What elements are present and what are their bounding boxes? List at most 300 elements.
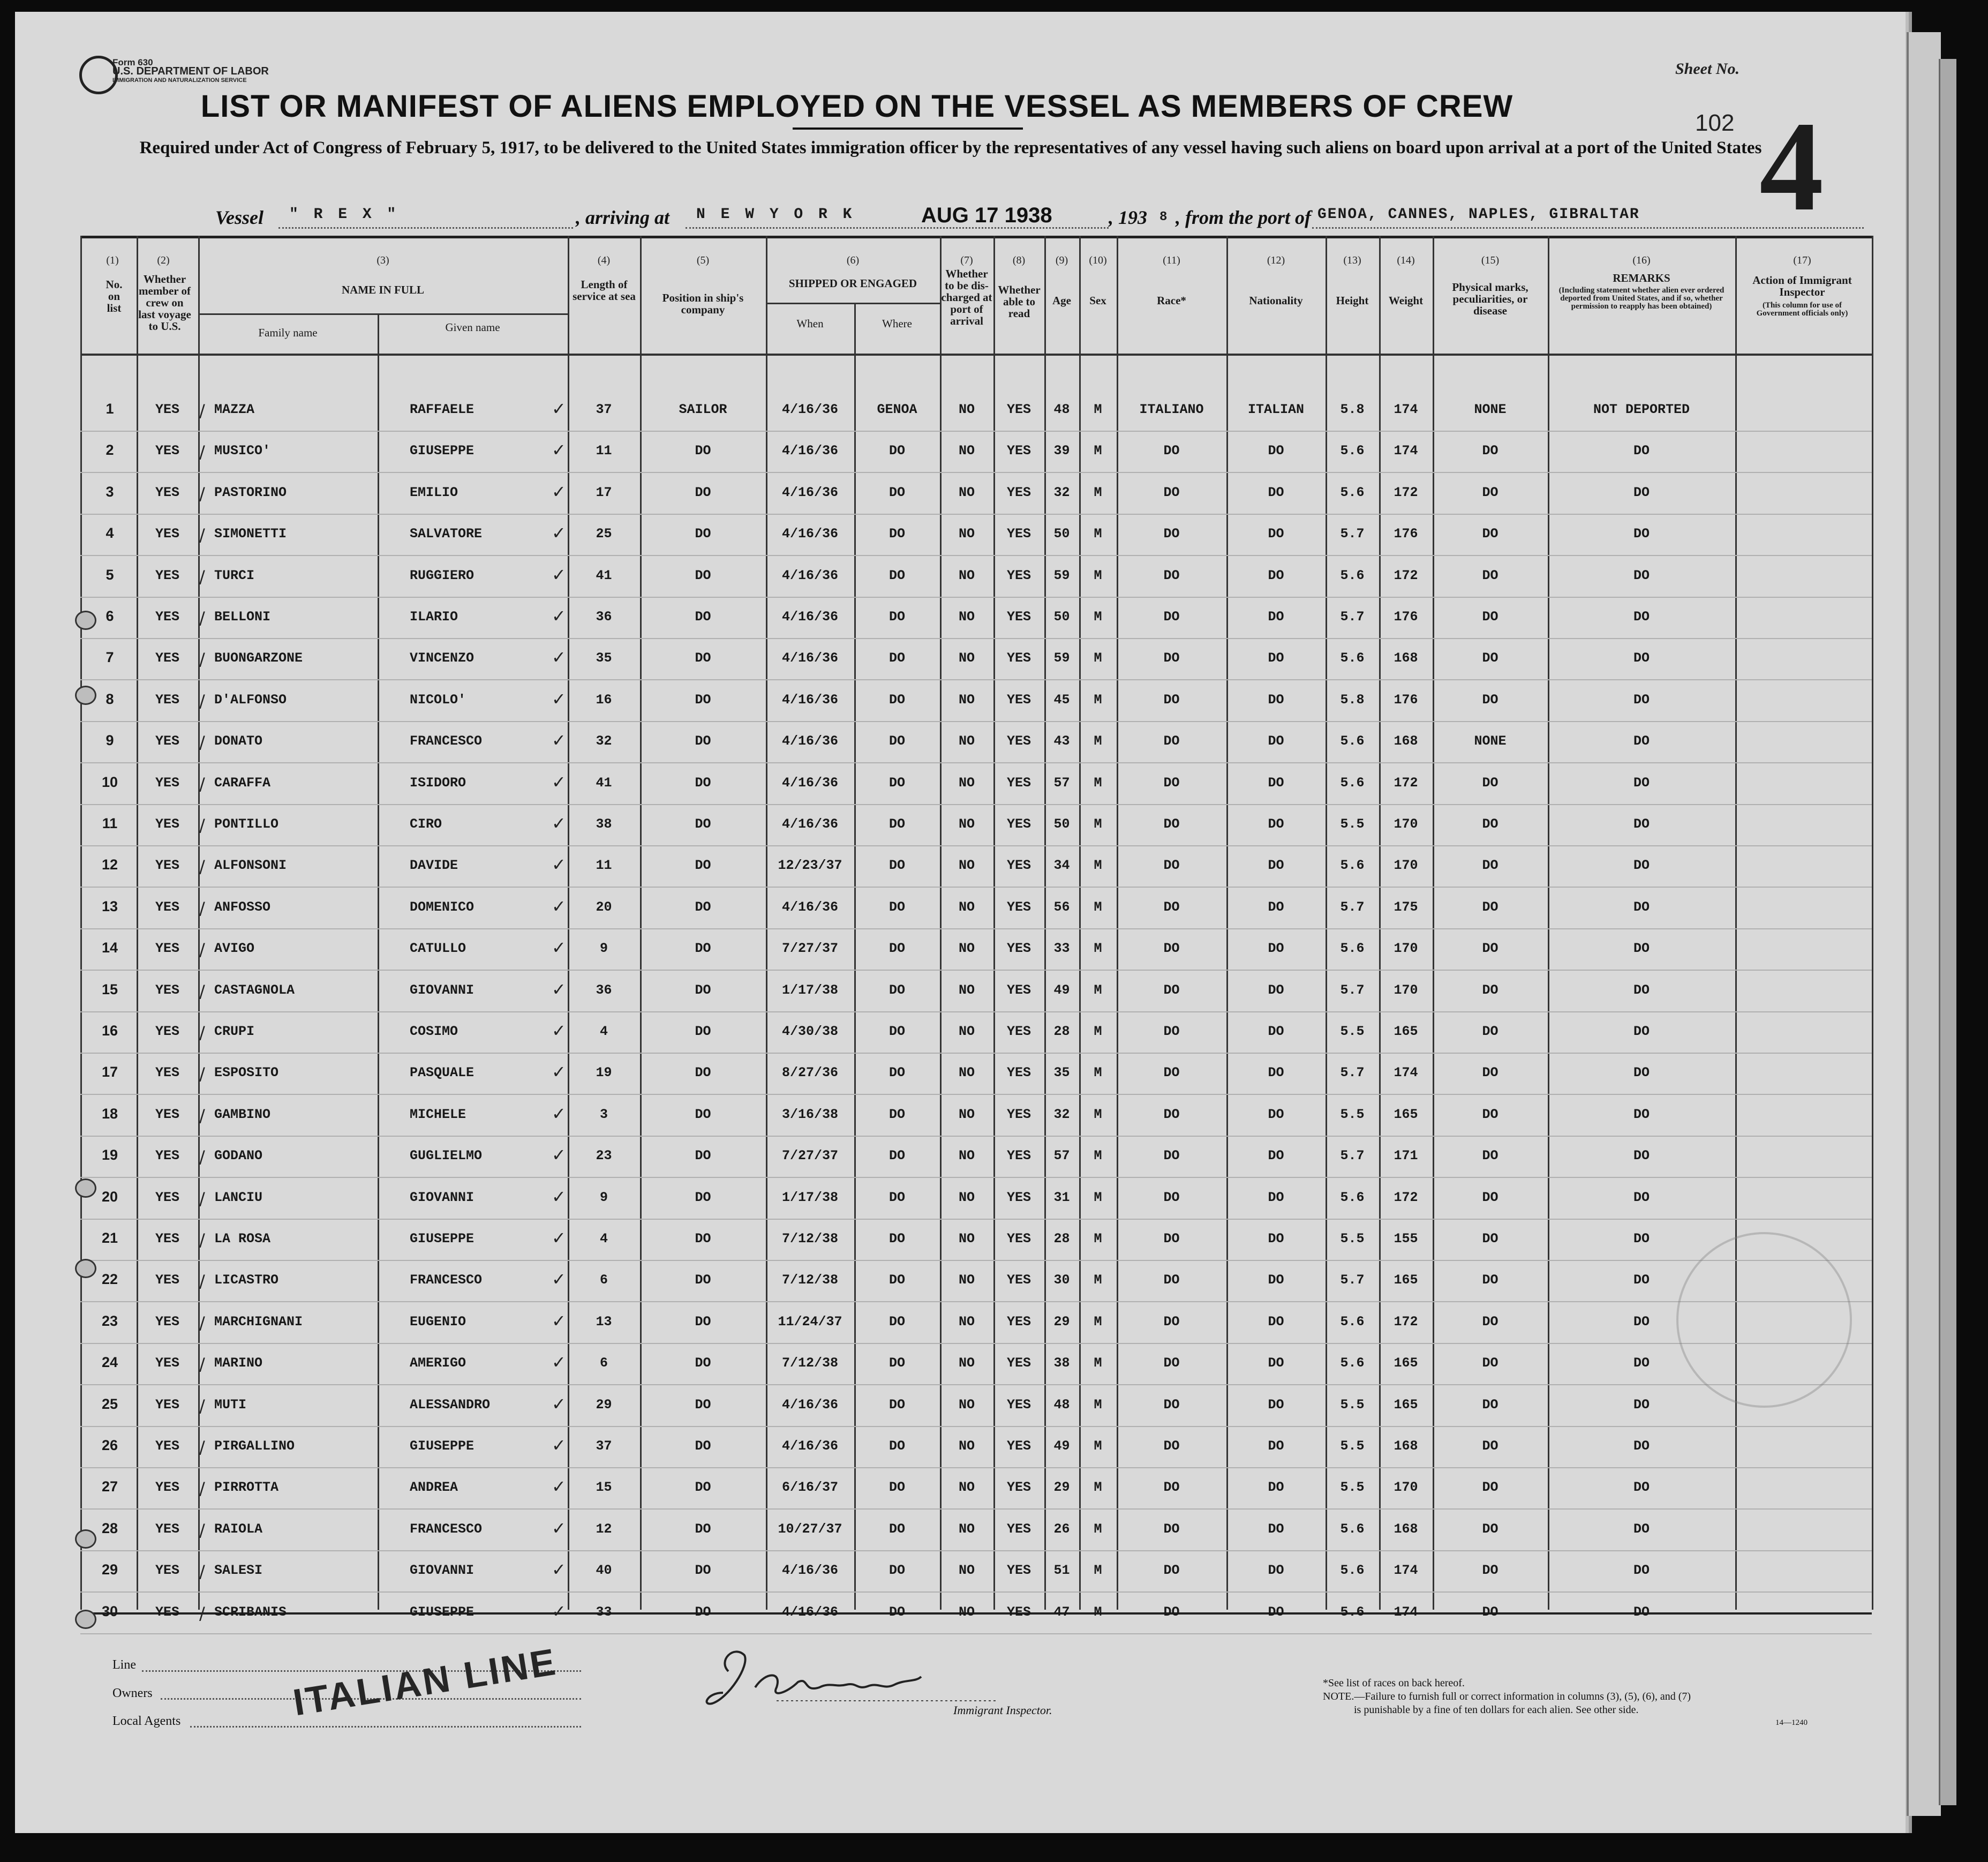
row-number: 6 (106, 608, 114, 624)
cell-read: YES (1006, 650, 1031, 666)
cell-when: 4/16/36 (781, 733, 839, 749)
arriving-label: , arriving at (576, 207, 670, 228)
cell-read: YES (1006, 982, 1031, 998)
cell-family: PIRGALLINO (214, 1438, 295, 1454)
cell-service: 20 (596, 899, 612, 915)
date-stamp: AUG 17 1938 (921, 204, 1052, 227)
cell-age: 34 (1053, 858, 1070, 874)
row-number: 15 (101, 981, 118, 997)
col-1-number: (1) (106, 254, 119, 266)
cell-given: CIRO (410, 816, 442, 832)
cell-height: 5.5 (1340, 1024, 1365, 1039)
from-port-value: GENOA, CANNES, NAPLES, GIBRALTAR (1317, 206, 1640, 223)
cell-given: COSIMO (410, 1024, 458, 1039)
cell-where: DO (888, 775, 905, 791)
cell-prev: YES (155, 1231, 179, 1247)
tally-mark-icon: / (199, 1105, 205, 1126)
cell-marks: DO (1482, 1480, 1498, 1496)
cell-marks: DO (1482, 1438, 1498, 1454)
row-rule (80, 762, 1872, 763)
cell-remarks: DO (1633, 1024, 1650, 1039)
cell-sex: M (1094, 567, 1102, 583)
cell-remarks: DO (1633, 1521, 1650, 1537)
cell-age: 49 (1053, 1438, 1070, 1454)
cell-prev: YES (155, 1313, 179, 1330)
cell-nationality: DO (1268, 1231, 1284, 1247)
vessel-label: Vessel (215, 207, 263, 228)
cell-read: YES (1006, 899, 1031, 915)
tally-mark-icon: / (199, 898, 205, 919)
cell-nationality: DO (1268, 1189, 1284, 1205)
cell-race: DO (1163, 1355, 1180, 1371)
col-8-number: (8) (1012, 254, 1026, 266)
cell-nationality: DO (1268, 733, 1284, 749)
row-rule (80, 1343, 1872, 1344)
cell-position: DO (695, 692, 711, 708)
cell-discharged: NO (958, 858, 975, 874)
row-number: 8 (106, 690, 114, 707)
check-mark-icon: ✓ (552, 440, 566, 461)
cell-age: 51 (1053, 1563, 1070, 1579)
cell-when: 1/17/38 (781, 1189, 839, 1205)
row-rule (80, 1633, 1872, 1634)
check-mark-icon: ✓ (552, 1518, 566, 1538)
row-rule (80, 1467, 1872, 1468)
cell-marks: NONE (1474, 402, 1507, 417)
binder-hole (75, 1529, 96, 1549)
cell-marks: DO (1482, 1313, 1498, 1330)
cell-family: MAZZA (214, 402, 255, 417)
cell-age: 29 (1053, 1480, 1070, 1496)
cell-marks: DO (1482, 526, 1498, 542)
cell-age: 29 (1053, 1313, 1070, 1330)
cell-when: 4/16/36 (781, 567, 839, 583)
cell-weight: 170 (1394, 858, 1418, 874)
tally-mark-icon: / (199, 1023, 205, 1043)
cell-family: GODANO (214, 1148, 263, 1164)
cell-nationality: DO (1268, 1604, 1284, 1620)
cell-remarks: DO (1633, 1065, 1650, 1081)
cell-prev: YES (155, 775, 179, 791)
cell-weight: 168 (1394, 733, 1418, 749)
cell-family: PASTORINO (214, 484, 287, 500)
cell-age: 39 (1053, 443, 1070, 459)
cell-remarks: DO (1633, 1480, 1650, 1496)
cell-weight: 155 (1394, 1231, 1418, 1247)
cell-sex: M (1094, 775, 1102, 791)
row-number: 28 (101, 1520, 118, 1536)
cell-race: DO (1163, 1521, 1180, 1537)
col-2-heading: Whether member of crew on last voyage to U.S. (138, 273, 191, 333)
row-rule (80, 679, 1872, 680)
row-number: 14 (101, 940, 118, 956)
cell-height: 5.5 (1340, 1396, 1365, 1413)
cell-marks: DO (1482, 899, 1498, 915)
cell-service: 32 (596, 733, 612, 749)
cell-remarks: DO (1633, 858, 1650, 874)
cell-height: 5.5 (1340, 816, 1365, 832)
cell-given: FRANCESCO (410, 1272, 483, 1288)
cell-read: YES (1006, 484, 1031, 500)
title-underline (793, 127, 1023, 130)
col-3-given-heading: Given name (445, 321, 500, 334)
tally-mark-icon: / (199, 442, 205, 463)
cell-marks: DO (1482, 982, 1498, 998)
cell-prev: YES (155, 650, 179, 666)
cell-race: DO (1163, 526, 1180, 542)
check-mark-icon: ✓ (552, 1145, 566, 1166)
cell-service: 17 (596, 484, 612, 500)
cell-sex: M (1094, 484, 1102, 500)
cell-nationality: DO (1268, 1563, 1284, 1579)
cell-family: SIMONETTI (214, 526, 287, 542)
cell-family: MUSICO' (214, 443, 271, 459)
cell-when: 11/24/37 (778, 1313, 842, 1330)
cell-age: 50 (1053, 526, 1070, 542)
cell-remarks: DO (1633, 567, 1650, 583)
cell-where: DO (888, 443, 905, 459)
col-17-note: (This column for use of Government officials only) (1756, 301, 1848, 318)
tally-mark-icon: / (199, 940, 205, 960)
cell-service: 9 (599, 1189, 608, 1205)
cell-sex: M (1094, 526, 1102, 542)
cell-sex: M (1094, 733, 1102, 749)
cell-race: DO (1163, 982, 1180, 998)
row-rule (80, 1260, 1872, 1261)
cell-discharged: NO (958, 1563, 975, 1579)
cell-read: YES (1006, 402, 1031, 417)
tally-mark-icon: / (199, 1478, 205, 1499)
cell-position: DO (695, 858, 711, 874)
cell-given: ISIDORO (410, 775, 466, 791)
cell-height: 5.6 (1340, 941, 1365, 957)
cell-nationality: DO (1268, 982, 1284, 998)
cell-sex: M (1094, 402, 1102, 417)
cell-where: DO (888, 1065, 905, 1081)
tally-mark-icon: / (199, 1354, 205, 1375)
cell-age: 26 (1053, 1521, 1070, 1537)
col-6-when-heading: When (796, 317, 824, 330)
col-4-number: (4) (597, 254, 611, 266)
cell-remarks: DO (1633, 443, 1650, 459)
cell-when: 1/17/38 (781, 982, 839, 998)
cell-height: 5.8 (1340, 692, 1365, 708)
cell-given: GUGLIELMO (410, 1148, 483, 1164)
cell-race: DO (1163, 1231, 1180, 1247)
cell-weight: 168 (1394, 1521, 1418, 1537)
cell-sex: M (1094, 899, 1102, 915)
cell-marks: DO (1482, 1272, 1498, 1288)
cell-family: LICASTRO (214, 1272, 279, 1288)
cell-family: BELLONI (214, 609, 271, 625)
column-rule (1735, 236, 1737, 1610)
cell-position: DO (695, 1355, 711, 1371)
cell-family: AVIGO (214, 941, 255, 957)
cell-when: 4/16/36 (781, 526, 839, 542)
col-15-number: (15) (1481, 254, 1500, 266)
cell-weight: 170 (1394, 1480, 1418, 1496)
cell-where: DO (888, 1396, 905, 1413)
cell-marks: DO (1482, 443, 1498, 459)
cell-given: DAVIDE (410, 858, 458, 874)
cell-when: 4/16/36 (781, 775, 839, 791)
cell-position: DO (695, 775, 711, 791)
underlying-page-edge-2 (1939, 59, 1956, 1805)
check-mark-icon: ✓ (552, 771, 566, 792)
cell-service: 3 (599, 1106, 608, 1122)
cell-age: 56 (1053, 899, 1070, 915)
col-3-heading: NAME IN FULL (341, 283, 424, 296)
cell-where: DO (888, 1231, 905, 1247)
cell-marks: DO (1482, 1231, 1498, 1247)
cell-marks: DO (1482, 1563, 1498, 1579)
cell-family: SCRIBANIS (214, 1604, 287, 1620)
cell-family: DONATO (214, 733, 263, 749)
cell-read: YES (1006, 1272, 1031, 1288)
cell-position: DO (695, 1480, 711, 1496)
cell-weight: 168 (1394, 650, 1418, 666)
col-13-heading: Height (1336, 294, 1369, 307)
cell-remarks: DO (1633, 1438, 1650, 1454)
tally-mark-icon: / (199, 857, 205, 877)
col-4-heading: Length of service at sea (573, 278, 636, 303)
faint-stamp-mark (1676, 1232, 1852, 1408)
cell-family: MUTI (214, 1396, 247, 1413)
binder-hole (75, 611, 96, 630)
cell-read: YES (1006, 1563, 1031, 1579)
cell-position: DO (695, 1604, 711, 1620)
cell-given: EUGENIO (410, 1313, 466, 1330)
cell-height: 5.6 (1340, 1604, 1365, 1620)
cell-service: 15 (596, 1480, 612, 1496)
cell-sex: M (1094, 1313, 1102, 1330)
row-number: 22 (101, 1271, 118, 1288)
cell-age: 59 (1053, 567, 1070, 583)
tally-mark-icon: / (199, 1520, 205, 1541)
cell-read: YES (1006, 443, 1031, 459)
row-number: 4 (106, 525, 114, 542)
cell-family: LANCIU (214, 1189, 263, 1205)
cell-age: 47 (1053, 1604, 1070, 1620)
cell-position: DO (695, 609, 711, 625)
col-9-number: (9) (1055, 254, 1068, 266)
cell-remarks: DO (1633, 650, 1650, 666)
footnote-races: *See list of races on back hereof. (1323, 1677, 1465, 1689)
cell-discharged: NO (958, 443, 975, 459)
cell-prev: YES (155, 567, 179, 583)
cell-prev: YES (155, 1355, 179, 1371)
cell-nationality: DO (1268, 858, 1284, 874)
cell-remarks: DO (1633, 1231, 1650, 1247)
row-number: 9 (106, 732, 114, 749)
col-12-heading: Nationality (1249, 294, 1303, 307)
cell-position: DO (695, 526, 711, 542)
cell-position: DO (695, 1521, 711, 1537)
row-number: 18 (101, 1105, 118, 1122)
cell-nationality: DO (1268, 816, 1284, 832)
check-mark-icon: ✓ (552, 399, 566, 419)
cell-weight: 165 (1394, 1024, 1418, 1039)
cell-height: 5.6 (1340, 650, 1365, 666)
cell-sex: M (1094, 609, 1102, 625)
page-title: LIST OR MANIFEST OF ALIENS EMPLOYED ON THE VESSEL AS MEMBERS OF CREW (200, 89, 1513, 124)
check-mark-icon: ✓ (552, 564, 566, 585)
row-number: 1 (106, 401, 114, 417)
cell-discharged: NO (958, 899, 975, 915)
line-label: Line (112, 1658, 136, 1672)
cell-read: YES (1006, 1480, 1031, 1496)
cell-remarks: DO (1633, 1355, 1650, 1371)
cell-position: DO (695, 1438, 711, 1454)
cell-service: 6 (599, 1272, 608, 1288)
company-stamp: ITALIAN LINE (290, 1640, 560, 1724)
col-6-where-heading: Where (882, 317, 912, 330)
cell-sex: M (1094, 1480, 1102, 1496)
cell-when: 4/16/36 (781, 609, 839, 625)
cell-marks: DO (1482, 858, 1498, 874)
cell-family: GAMBINO (214, 1106, 271, 1122)
department-name: U.S. DEPARTMENT OF LABOR (112, 65, 269, 77)
check-mark-icon: ✓ (552, 1435, 566, 1455)
cell-service: 16 (596, 692, 612, 708)
cell-discharged: NO (958, 1189, 975, 1205)
column-rule (378, 313, 379, 1610)
cell-height: 5.5 (1340, 1480, 1365, 1496)
cell-nationality: DO (1268, 1355, 1284, 1371)
cell-where: DO (888, 1024, 905, 1039)
cell-given: GIUSEPPE (410, 443, 475, 459)
cell-weight: 170 (1394, 941, 1418, 957)
cell-given: ILARIO (410, 609, 458, 625)
check-mark-icon: ✓ (552, 1269, 566, 1290)
col-9-heading: Age (1052, 294, 1071, 307)
row-rule (80, 721, 1872, 722)
cell-prev: YES (155, 1438, 179, 1454)
from-port-label: , from the port of (1176, 207, 1312, 228)
arriving-value: N E W Y O R K (696, 206, 855, 223)
cell-read: YES (1006, 1024, 1031, 1039)
row-rule (80, 1550, 1872, 1551)
col-5-heading: Position in ship's company (662, 291, 744, 316)
cell-discharged: NO (958, 1231, 975, 1247)
cell-given: ANDREA (410, 1480, 458, 1496)
check-mark-icon: ✓ (552, 937, 566, 958)
cell-discharged: NO (958, 1480, 975, 1496)
cell-marks: DO (1482, 1189, 1498, 1205)
service-name: IMMIGRATION AND NATURALIZATION SERVICE (112, 77, 247, 84)
cell-position: DO (695, 733, 711, 749)
cell-read: YES (1006, 1355, 1031, 1371)
row-rule (80, 1219, 1872, 1220)
cell-weight: 176 (1394, 692, 1418, 708)
cell-when: 10/27/37 (778, 1521, 842, 1537)
cell-weight: 165 (1394, 1355, 1418, 1371)
cell-nationality: DO (1268, 692, 1284, 708)
cell-remarks: DO (1633, 484, 1650, 500)
cell-sex: M (1094, 1106, 1102, 1122)
cell-given: PASQUALE (410, 1065, 475, 1081)
cell-prev: YES (155, 941, 179, 957)
cell-read: YES (1006, 1521, 1031, 1537)
row-number: 19 (101, 1147, 118, 1163)
row-rule (80, 431, 1872, 432)
row-number: 7 (106, 649, 114, 666)
cell-race: DO (1163, 1189, 1180, 1205)
cell-when: 6/16/37 (781, 1480, 839, 1496)
tally-mark-icon: / (199, 1064, 205, 1085)
cell-age: 48 (1053, 1396, 1070, 1413)
sheet-number: 4 (1759, 95, 1824, 237)
cell-weight: 170 (1394, 982, 1418, 998)
col-6-number: (6) (846, 254, 860, 266)
cell-discharged: NO (958, 402, 975, 417)
cell-read: YES (1006, 1189, 1031, 1205)
cell-race: DO (1163, 1396, 1180, 1413)
cell-age: 32 (1053, 1106, 1070, 1122)
cell-race: DO (1163, 1106, 1180, 1122)
cell-service: 25 (596, 526, 612, 542)
cell-family: BUONGARZONE (214, 650, 303, 666)
cell-nationality: DO (1268, 1480, 1284, 1496)
cell-family: PIRROTTA (214, 1480, 279, 1496)
cell-nationality: DO (1268, 1024, 1284, 1039)
cell-age: 49 (1053, 982, 1070, 998)
cell-read: YES (1006, 816, 1031, 832)
tally-mark-icon: / (199, 1437, 205, 1458)
cell-race: ITALIANO (1139, 402, 1204, 417)
tally-mark-icon: / (199, 1188, 205, 1209)
cell-position: DO (695, 1313, 711, 1330)
tally-mark-icon: / (199, 1312, 205, 1333)
cell-when: 4/16/36 (781, 402, 839, 417)
cell-weight: 172 (1394, 484, 1418, 500)
cell-race: DO (1163, 816, 1180, 832)
year-value: 8 (1159, 210, 1168, 224)
cell-read: YES (1006, 775, 1031, 791)
cell-marks: DO (1482, 1521, 1498, 1537)
cell-service: 37 (596, 402, 612, 417)
cell-where: DO (888, 733, 905, 749)
row-number: 2 (106, 442, 114, 459)
cell-weight: 172 (1394, 1313, 1418, 1330)
cell-given: GIOVANNI (410, 1189, 475, 1205)
row-rule (80, 555, 1872, 556)
check-mark-icon: ✓ (552, 854, 566, 875)
cell-nationality: DO (1268, 526, 1284, 542)
cell-service: 41 (596, 567, 612, 583)
cell-height: 5.5 (1340, 1106, 1365, 1122)
tally-mark-icon: / (199, 483, 205, 504)
cell-family: SALESI (214, 1563, 263, 1579)
cell-read: YES (1006, 526, 1031, 542)
cell-given: FRANCESCO (410, 733, 483, 749)
cell-where: DO (888, 1521, 905, 1537)
row-rule (80, 845, 1872, 846)
cell-marks: DO (1482, 484, 1498, 500)
cell-nationality: DO (1268, 443, 1284, 459)
row-number: 26 (101, 1437, 118, 1453)
footnote-penalty-cont: is punishable by a fine of ten dollars for each alien. See other side. (1354, 1704, 1639, 1716)
cell-prev: YES (155, 692, 179, 708)
form-code: 14—1240 (1775, 1718, 1808, 1727)
col-3-family-heading: Family name (258, 326, 318, 339)
col-10-heading: Sex (1089, 294, 1106, 307)
cell-read: YES (1006, 1604, 1031, 1620)
cell-sex: M (1094, 1189, 1102, 1205)
cell-service: 41 (596, 775, 612, 791)
cell-marks: DO (1482, 1106, 1498, 1122)
cell-given: EMILIO (410, 484, 458, 500)
